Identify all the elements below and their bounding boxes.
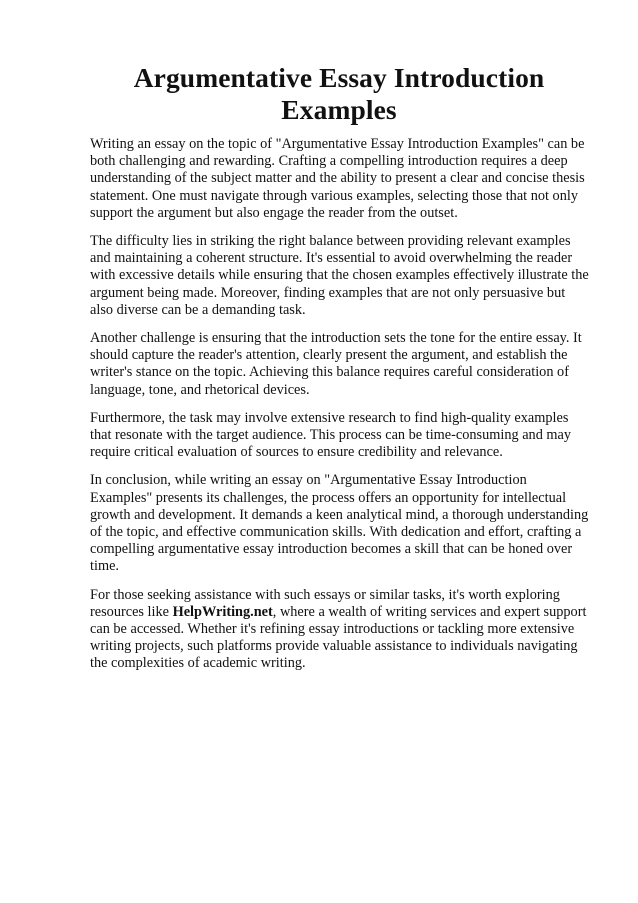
paragraph-intro: Writing an essay on the topic of "Argumentative Essay Introduction Examples" can be both challenging and rewarding. Crafting a compelling introduction requires a deep understanding of the subject matter and the ability to present a clear and concise thesis statement. One must navigate through various examples, selecting those that not only support the argument but also engage the reader from the outset.	[90, 136, 585, 221]
paragraph-difficulty: The difficulty lies in striking the right balance between providing relevant examples and maintaining a coherent structure. It's essential to avoid overwhelming the reader with excessive details while ensuring that the chosen examples effectively illustrate the argument being made. Moreover, finding examples that are not only persuasive but also diverse can be a demanding task.	[90, 233, 589, 318]
helpwriting-link[interactable]: HelpWriting.net	[172, 603, 273, 620]
page-title: Argumentative Essay Introduction Examples	[133, 62, 545, 125]
paragraph-research: Furthermore, the task may involve extensive research to find high-quality examples that resonate with the target audience. This process can be time-consuming and may require critical evaluation of sources to ensure credibility and relevance.	[90, 409, 572, 461]
paragraph-closing	[90, 587, 590, 673]
paragraph-challenge: Another challenge is ensuring that the introduction sets the tone for the entire essay. It should capture the reader's attention, clearly present the argument, and establish the writer's stance on the topic. Achieving this balance requires careful consideration of language, tone, and rhetorical devices.	[90, 330, 582, 398]
closing-text-after: , where a wealth of writing services and expert support can be accessed. Whether it's refining essay introductions or tackling more extensive writing projects, such platforms provide valuable assistance to individuals navigating the complexities of academic writing.	[90, 603, 587, 672]
closing-text-before: For those seeking assistance with such essays or similar tasks, it's worth exploring resources like	[90, 586, 560, 620]
paragraph-conclusion: In conclusion, while writing an essay on "Argumentative Essay Introduction Examples" presents its challenges, the process offers an opportunity for intellectual growth and development. It demands a keen analytical mind, a thorough understanding of the topic, and effective communication skills. With dedication and effort, crafting a compelling argumentative essay introduction becomes a skill that can be honed over time.	[90, 472, 589, 575]
